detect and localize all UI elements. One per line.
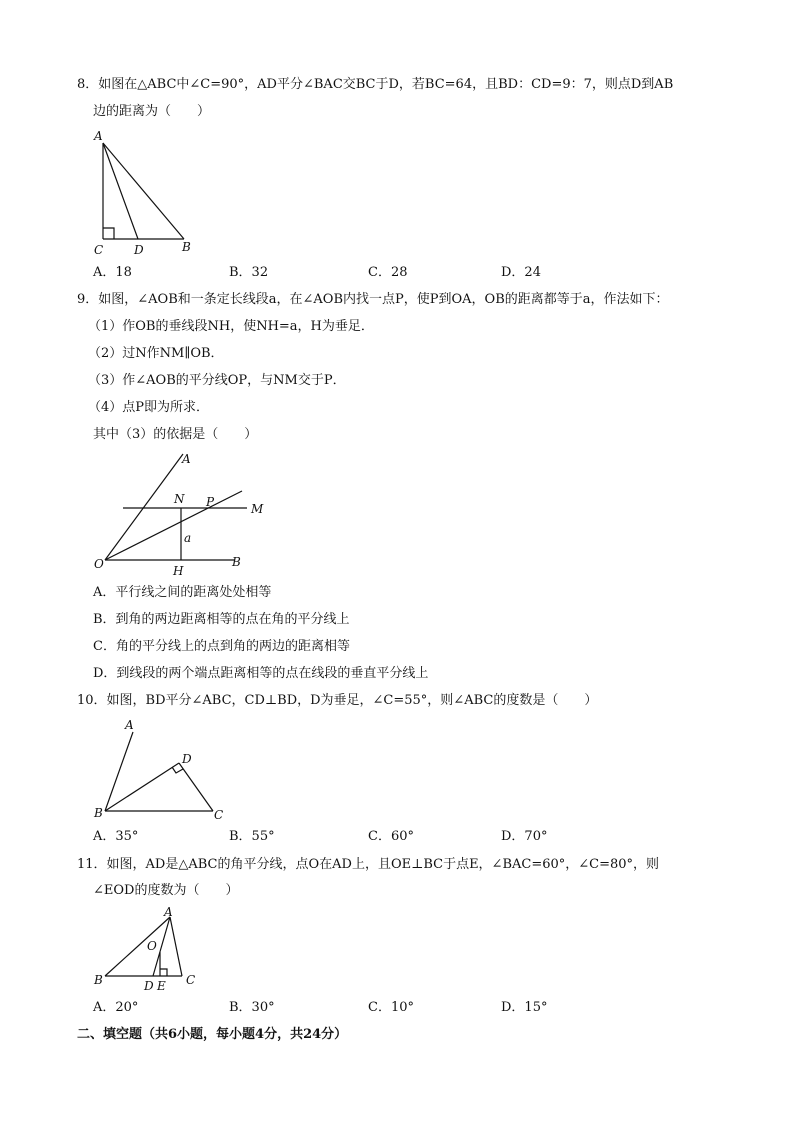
q9-step-1: （1）作OB的垂线段NH，使NH=a，H为垂足． bbox=[88, 319, 374, 334]
q10-option-a[interactable]: A．35° bbox=[93, 829, 139, 844]
q9-label-a-length: a bbox=[184, 531, 192, 545]
q10-ray-ba bbox=[105, 732, 133, 811]
q11-label-c: C bbox=[186, 973, 196, 987]
q8-label-a: A bbox=[94, 129, 103, 143]
q8-stem-line2: 边的距离为（ ） bbox=[93, 104, 211, 119]
q9-label-b: B bbox=[232, 555, 241, 569]
q11-label-o: O bbox=[147, 939, 157, 953]
q11-option-b[interactable]: B．30° bbox=[229, 1000, 275, 1015]
q8-bisector-ad bbox=[103, 143, 138, 239]
q10-label-d: D bbox=[182, 752, 192, 766]
q9-label-p: P bbox=[206, 495, 215, 509]
q9-option-d[interactable]: D．到线段的两个端点距离相等的点在线段的垂直平分线上 bbox=[93, 666, 429, 681]
q10-stem-line1: 10．如图，BD平分∠ABC，CD⊥BD，D为垂足，∠C=55°，则∠ABC的度数是（ ） bbox=[77, 693, 598, 708]
q10-label-b: B bbox=[94, 806, 103, 820]
q8-side-ab bbox=[103, 143, 184, 239]
q8-right-angle-mark bbox=[103, 228, 114, 239]
q10-right-angle-mark bbox=[172, 767, 183, 773]
q11-label-a: A bbox=[164, 905, 173, 919]
q8-figure bbox=[90, 128, 210, 258]
q10-segment-bd bbox=[105, 763, 179, 811]
q10-label-a: A bbox=[125, 718, 134, 732]
q11-side-ac bbox=[170, 917, 182, 976]
section-2-heading: 二、填空题（共6小题，每小题4分，共24分） bbox=[77, 1027, 348, 1042]
q11-option-a[interactable]: A．20° bbox=[93, 1000, 139, 1015]
q8-option-c[interactable]: C．28 bbox=[368, 265, 408, 280]
q10-option-c[interactable]: C．60° bbox=[368, 829, 414, 844]
q9-label-m: M bbox=[251, 502, 264, 516]
q8-option-a[interactable]: A．18 bbox=[93, 265, 132, 280]
q9-option-b[interactable]: B．到角的两边距离相等的点在角的平分线上 bbox=[93, 612, 350, 627]
q11-label-e: E bbox=[157, 979, 166, 993]
q9-figure bbox=[90, 450, 280, 580]
q11-stem-line1: 11．如图，AD是△ABC的角平分线，点O在AD上，且OE⊥BC于点E，∠BAC=60°，∠C=80°，则 bbox=[77, 857, 660, 872]
q11-label-d: D bbox=[144, 979, 154, 993]
q8-stem-line1: 8．如图在△ABC中∠C=90°，AD平分∠BAC交BC于D，若BC=64，且BD：CD=9：7，则点D到AB bbox=[77, 77, 674, 92]
q10-figure bbox=[90, 715, 240, 825]
q10-segment-cd bbox=[179, 763, 213, 811]
q10-option-b[interactable]: B．55° bbox=[229, 829, 275, 844]
q9-label-o: O bbox=[94, 557, 104, 571]
q8-label-c: C bbox=[94, 243, 104, 257]
q9-label-a: A bbox=[182, 452, 191, 466]
q10-option-d[interactable]: D．70° bbox=[501, 829, 548, 844]
q9-step-2: （2）过N作NM∥OB． bbox=[88, 346, 224, 361]
q9-stem-line1: 9．如图，∠AOB和一条定长线段a，在∠AOB内找一点P，使P到OA，OB的距离都等于a，作法如下： bbox=[77, 292, 669, 307]
q9-option-c[interactable]: C．角的平分线上的点到角的两边的距离相等 bbox=[93, 639, 350, 654]
q10-label-c: C bbox=[214, 808, 224, 822]
q8-label-d: D bbox=[134, 243, 144, 257]
q8-option-b[interactable]: B．32 bbox=[229, 265, 269, 280]
q8-label-b: B bbox=[182, 240, 191, 254]
q11-option-c[interactable]: C．10° bbox=[368, 1000, 414, 1015]
q9-option-a[interactable]: A．平行线之间的距离处处相等 bbox=[93, 585, 272, 600]
q11-label-b: B bbox=[94, 973, 103, 987]
q8-option-d[interactable]: D．24 bbox=[501, 265, 541, 280]
q9-label-h: H bbox=[173, 564, 184, 578]
q9-basis-question: 其中（3）的依据是（ ） bbox=[93, 427, 258, 442]
q9-step-4: （4）点P即为所求． bbox=[88, 400, 210, 415]
q11-stem-line2: ∠EOD的度数为（ ） bbox=[93, 883, 239, 898]
q9-ray-oa bbox=[105, 454, 183, 560]
q9-label-n: N bbox=[174, 492, 185, 506]
q11-figure bbox=[90, 905, 210, 995]
q11-right-angle-mark bbox=[160, 969, 167, 976]
q11-option-d[interactable]: D．15° bbox=[501, 1000, 548, 1015]
q9-step-3: （3）作∠AOB的平分线OP，与NM交于P． bbox=[88, 373, 346, 388]
